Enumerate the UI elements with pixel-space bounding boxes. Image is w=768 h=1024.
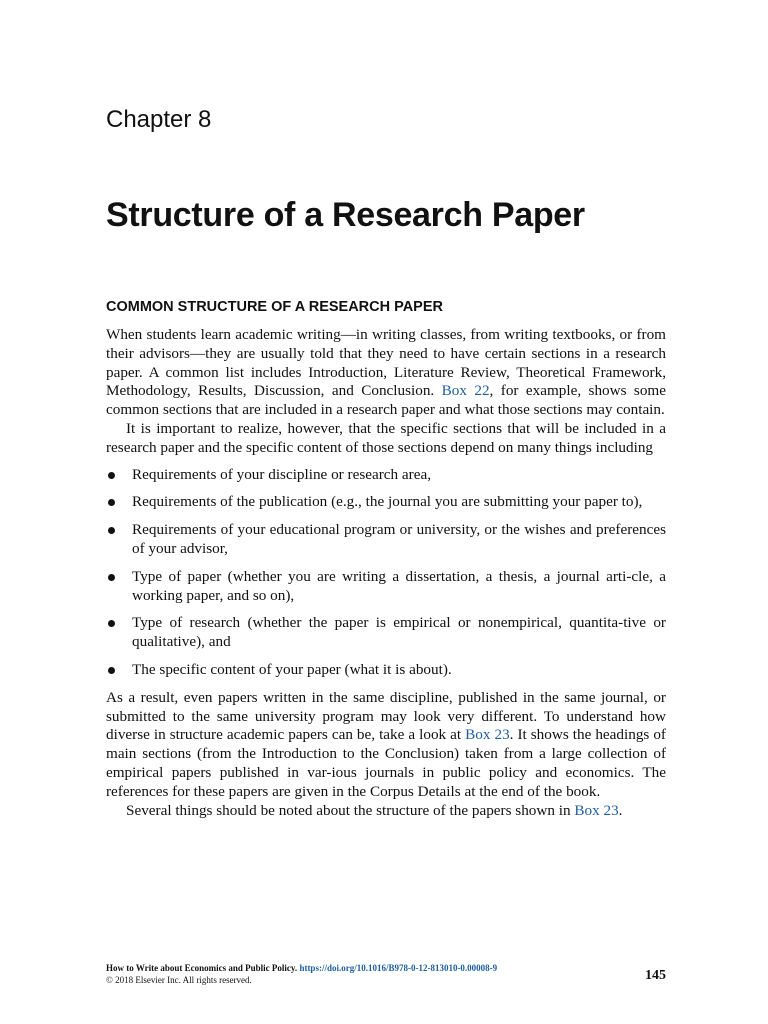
list-item: [106, 614, 666, 652]
paragraph-3: [106, 689, 666, 802]
paragraph-3-text-b: . It shows the headings of main sections (from the Introduction to the Conclusion) taken from a large collection of empirical papers published in var-ious journals in public policy and economics. The references for these papers are given in the Corpus Details at the end of the book.: [106, 726, 666, 800]
bullet-icon: [108, 527, 115, 534]
copyright: © 2018 Elsevier Inc. All rights reserved.: [106, 975, 252, 985]
paragraph-1: [106, 326, 666, 420]
paragraph-4: [106, 802, 666, 821]
paragraph-3-text-a: As a result, even papers written in the same discipline, published in the same journal, or submitted to the same university program may look very different. To understand how diverse in structure academic papers can be, take a look at: [106, 688, 666, 744]
chapter-label: Chapter 8: [106, 106, 212, 133]
paragraph-4-text-a: Several things should be noted about the structure of the papers shown in: [126, 801, 575, 819]
bullet-list: [106, 466, 666, 680]
bullet-icon: [108, 620, 115, 627]
box-22-link[interactable]: Box 22: [441, 382, 490, 400]
chapter-title: Structure of a Research Paper: [106, 196, 585, 234]
paragraph-1-text-a: When students learn academic writing—in writing classes, from writing textbooks, or from their advisors—they are usually told that they need to have certain sections in a research paper. A common list includes Introduction, Literature Review, Theoretical Framework, Methodology, Results, Discussion, and Conclusion.: [106, 326, 666, 400]
box-23-link[interactable]: Box 23: [465, 726, 510, 744]
list-item: [106, 493, 666, 512]
list-item-text: The specific content of your paper (what it is about).: [132, 660, 452, 678]
bullet-icon: [108, 574, 115, 581]
doi-link[interactable]: https://doi.org/10.1016/B978-0-12-813010-0.00008-9: [299, 963, 498, 973]
list-item-text: Type of research (whether the paper is empirical or nonempirical, quantita-tive or qualitative), and: [132, 614, 666, 651]
bullet-icon: [108, 499, 115, 506]
bullet-icon: [108, 667, 115, 674]
list-item-text: Requirements of the publication (e.g., the journal you are submitting your paper to),: [132, 493, 643, 511]
paragraph-4-text-b: .: [618, 801, 623, 819]
page-footer: [106, 962, 666, 986]
list-item: [106, 661, 666, 680]
paragraph-1-text-b: , for example, shows some common sections that are included in a research paper and what those sections may contain.: [106, 382, 666, 419]
list-item: [106, 466, 666, 485]
bullet-icon: [108, 472, 115, 479]
list-item-text: Requirements of your discipline or research area,: [132, 465, 431, 483]
footer-citation: [106, 962, 666, 974]
list-item-text: Type of paper (whether you are writing a dissertation, a thesis, a journal arti-cle, a working paper, and so on),: [132, 567, 666, 604]
list-item: [106, 521, 666, 559]
page-number: 145: [645, 968, 666, 983]
section-heading: COMMON STRUCTURE OF A RESEARCH PAPER: [106, 299, 443, 315]
box-23-link[interactable]: Box 23: [574, 801, 619, 819]
list-item: [106, 568, 666, 606]
paragraph-2: It is important to realize, however, that the specific sections that will be included in a research paper and the specific content of those sections depend on many things including: [106, 419, 666, 456]
book-title: How to Write about Economics and Public Policy.: [106, 963, 298, 973]
list-item-text: Requirements of your educational program or university, or the wishes and preferences of your advisor,: [132, 521, 666, 557]
body-text: [106, 326, 666, 820]
